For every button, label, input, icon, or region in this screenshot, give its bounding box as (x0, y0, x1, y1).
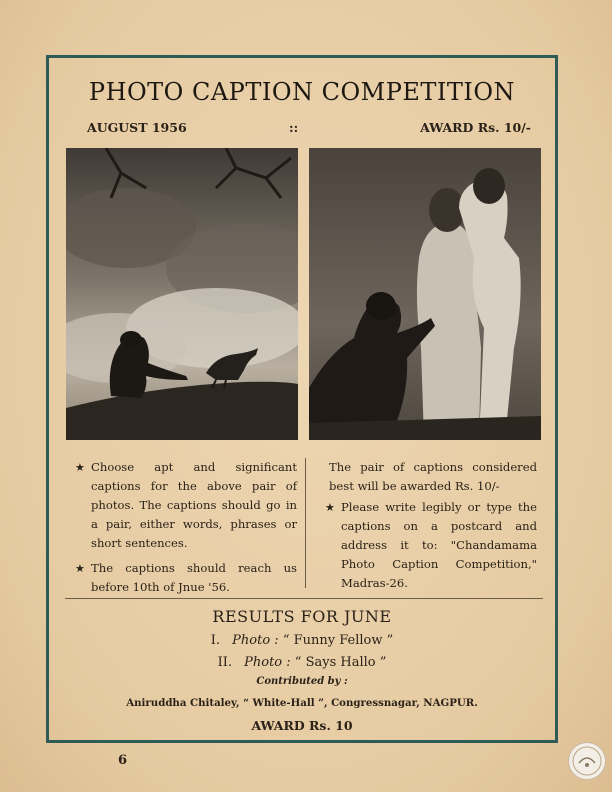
watermark-logo (568, 742, 606, 780)
rules-left-column (75, 458, 297, 603)
award-amount: AWARD Rs. 10/- (420, 120, 531, 135)
star-bullet-icon: ★ (75, 562, 85, 575)
result-label: Photo : (232, 633, 279, 648)
rule-item (75, 458, 297, 553)
rules-right-column (325, 458, 537, 599)
rule-item (75, 559, 297, 597)
rule-intro (325, 458, 537, 496)
monkey-and-family-photo (309, 148, 541, 440)
competition-frame (46, 55, 558, 743)
winner-address: Aniruddha Chitaley, “ White-Hall ”, Congressnagar, NAGPUR. (126, 697, 478, 709)
result-number: I. (210, 633, 221, 648)
star-bullet-icon: ★ (75, 461, 85, 474)
page-title: PHOTO CAPTION COMPETITION (88, 78, 516, 106)
result-caption: “ Says Hallo ” (294, 655, 387, 670)
bird-and-man-photo (66, 148, 298, 440)
rule-text: Please write legibly or type the captions on a postcard and address it to: "Chandamama Photo Caption Competition," Madras-26. (341, 500, 537, 590)
result-caption: “ Funny Fellow ” (282, 633, 394, 648)
rule-text: The captions should reach us before 10th of Jnue '56. (91, 561, 297, 594)
rule-text: Choose apt and significant captions for the above pair of photos. The captions should go in a pair, either words, phrases or short sentences. (91, 460, 297, 550)
result-line (49, 633, 555, 648)
header-separator: :: (289, 120, 299, 135)
result-number: II. (217, 655, 232, 670)
section-divider (65, 598, 543, 599)
result-label: Photo : (244, 655, 291, 670)
result-line (49, 655, 555, 670)
rule-text: The pair of captions considered best will be awarded Rs. 10/- (329, 460, 537, 493)
column-divider (305, 458, 306, 588)
rule-item (325, 498, 537, 593)
results-award: AWARD Rs. 10 (251, 718, 353, 733)
results-title: RESULTS FOR JUNE (212, 607, 392, 626)
contributed-by-label: Contributed by : (256, 676, 348, 687)
issue-month: AUGUST 1956 (87, 120, 187, 135)
star-bullet-icon: ★ (325, 501, 335, 514)
page-number: 6 (118, 753, 128, 768)
